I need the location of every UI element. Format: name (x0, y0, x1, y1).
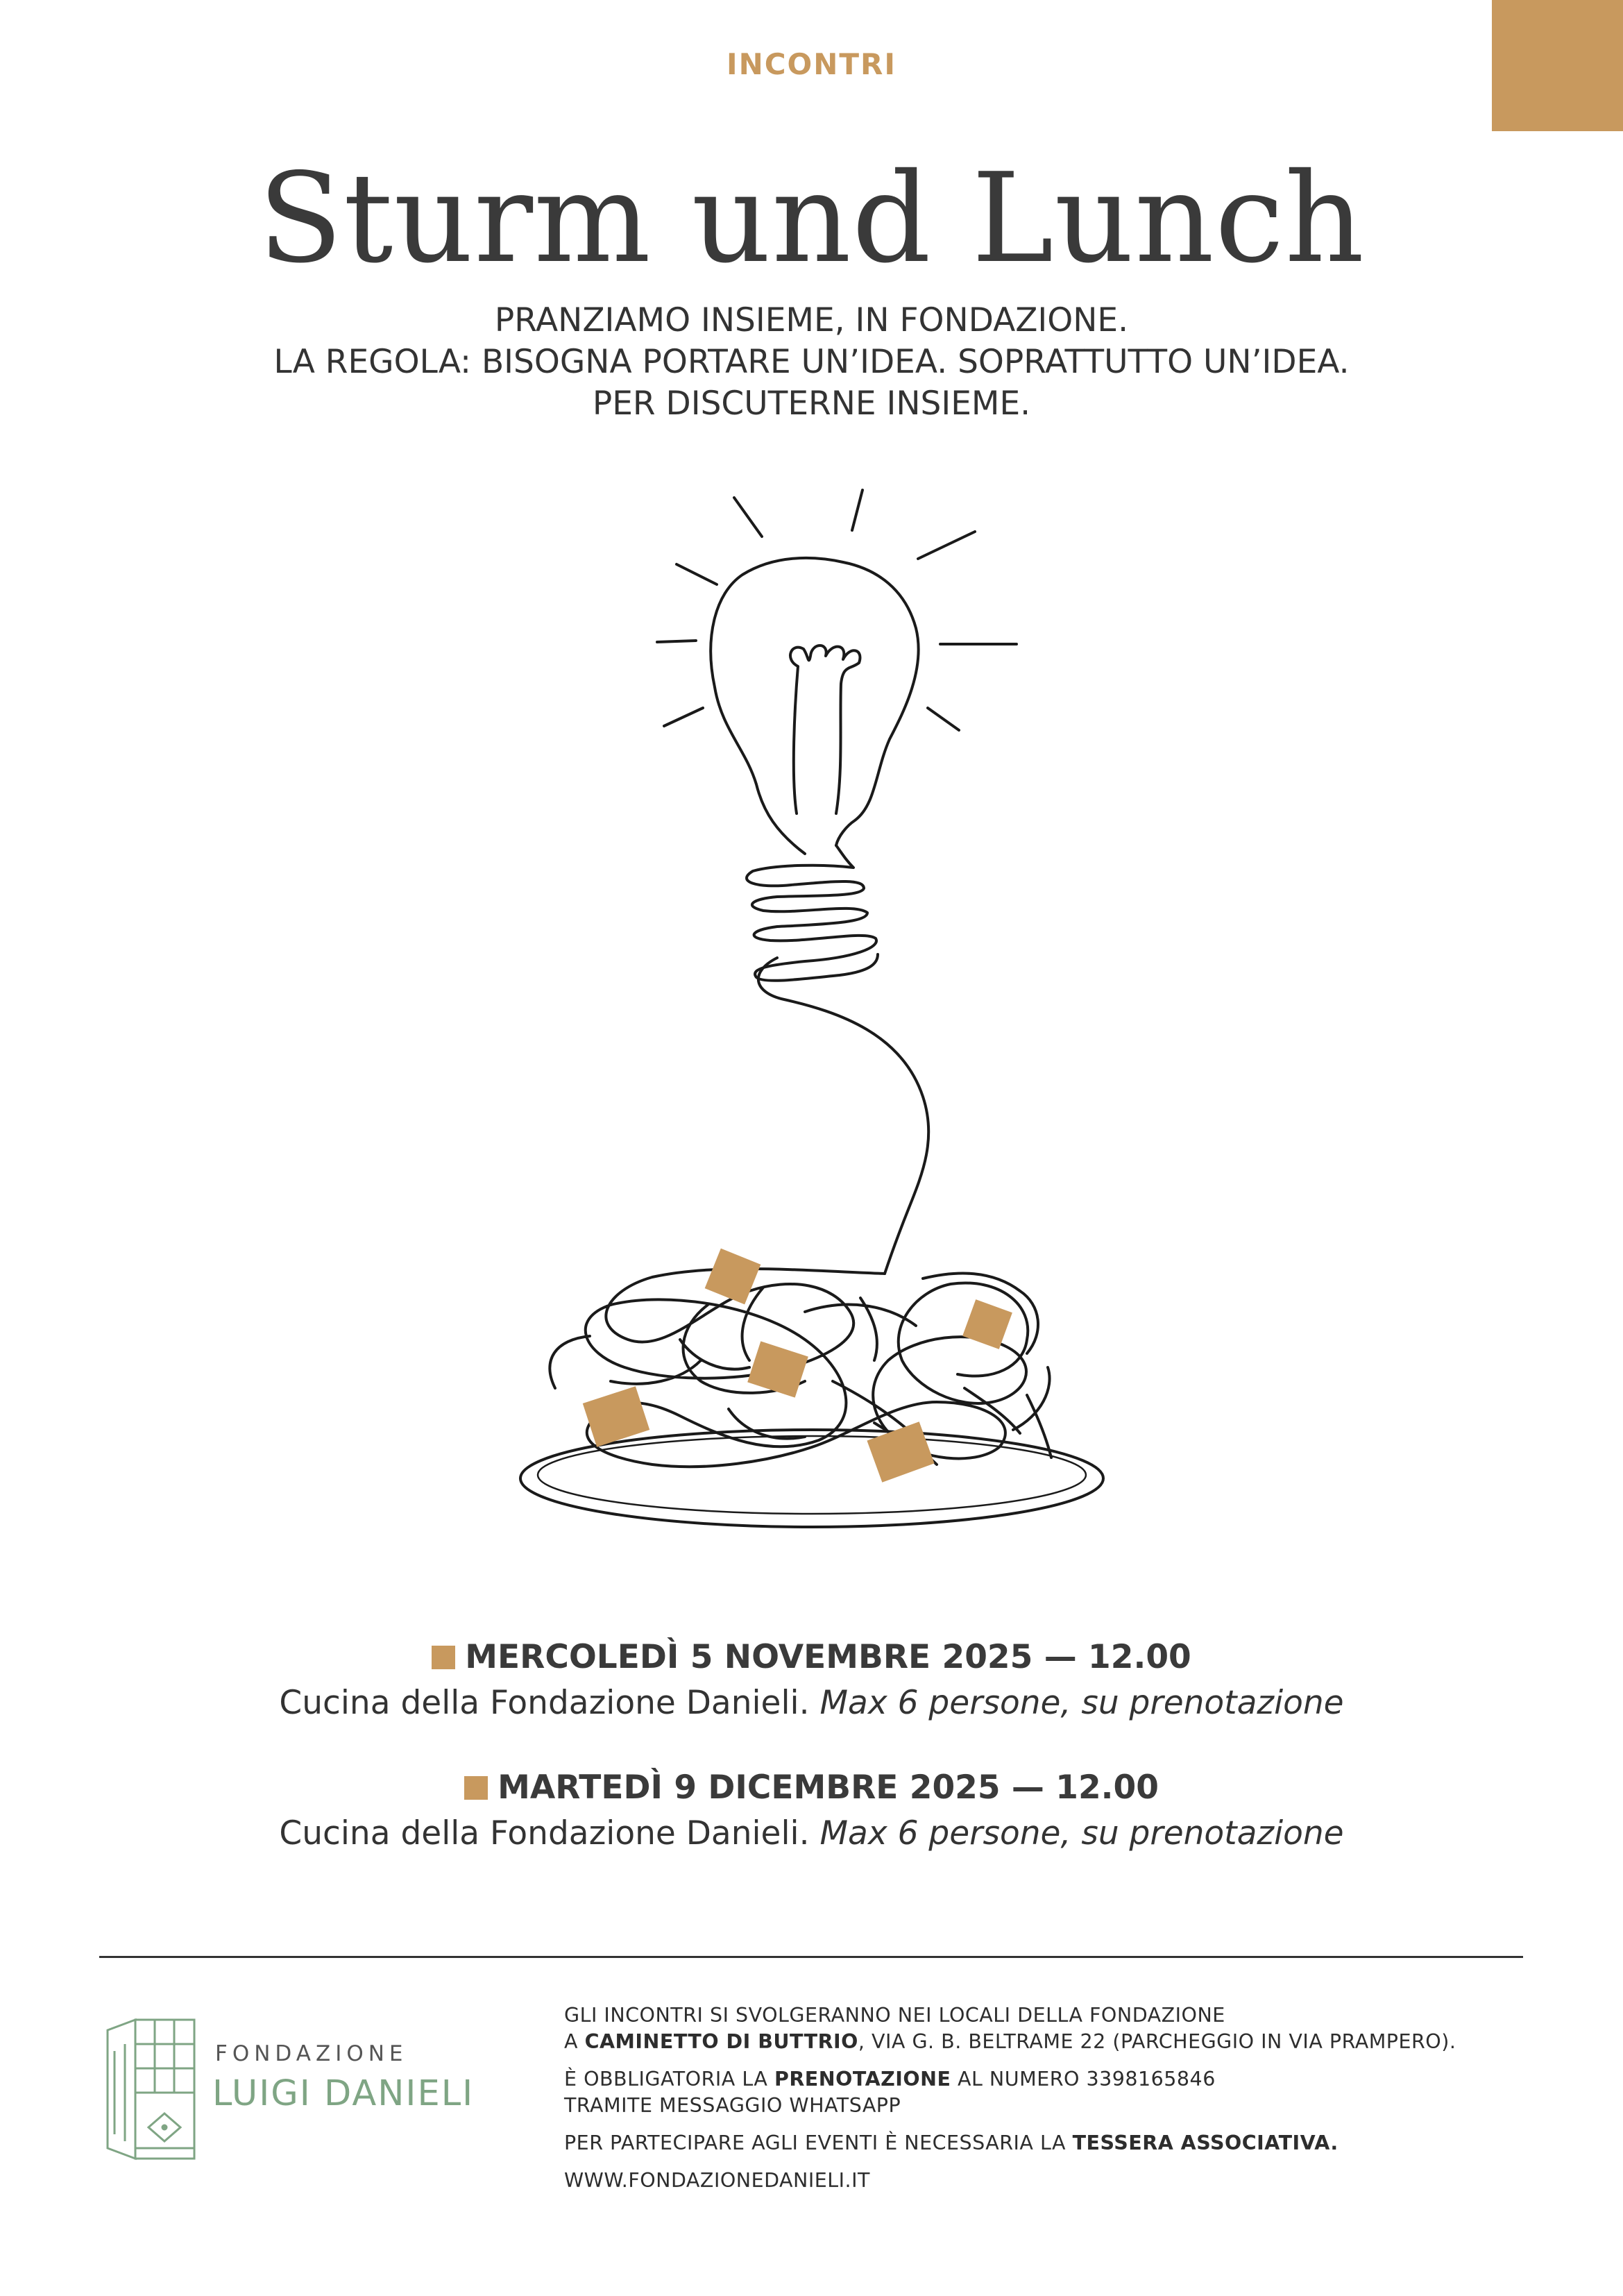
subtitle-line: PRANZIAMO INSIEME, IN FONDAZIONE. (494, 301, 1129, 339)
booking-keyword: PRENOTAZIONE (774, 2068, 951, 2091)
logo-text-line1: FONDAZIONE (215, 2041, 408, 2066)
page-title: Sturm und Lunch (257, 146, 1366, 290)
website-link[interactable]: WWW.FONDAZIONEDANIELI.IT (564, 2169, 870, 2192)
booking-number: AL NUMERO 3398165846 (951, 2068, 1216, 2091)
footer-divider (99, 1956, 1523, 1958)
venue-line1: GLI INCONTRI SI SVOLGERANNO NEI LOCALI DELLA FONDAZIONE (564, 2004, 1225, 2027)
membership-info (564, 2130, 1536, 2156)
plate (520, 1430, 1103, 1527)
filament (790, 645, 860, 813)
venue-name: CAMINETTO DI BUTTRIO (584, 2030, 858, 2053)
foundation-logo (104, 2016, 493, 2162)
event-item (0, 1635, 1623, 1726)
event-note: Max 6 persone, su prenotazione (819, 1814, 1344, 1852)
booking-info (564, 2066, 1536, 2119)
food-piece (747, 1341, 808, 1397)
subtitle-line: LA REGOLA: BISOGNA PORTARE UN’IDEA. SOPRATTUTTO UN’IDEA. (273, 343, 1350, 381)
event-note: Max 6 persone, su prenotazione (819, 1684, 1344, 1722)
booking-method: TRAMITE MESSAGGIO WHATSAPP (564, 2094, 901, 2117)
bulb-outline (711, 558, 918, 854)
cord (758, 958, 928, 1274)
food-piece (962, 1299, 1012, 1349)
bulb-base-coil (747, 845, 878, 981)
category-kicker: INCONTRI (726, 47, 897, 81)
venue-line2-prefix: A (564, 2030, 585, 2053)
event-item (0, 1765, 1623, 1857)
membership-keyword: TESSERA ASSOCIATIVA. (1072, 2132, 1339, 2154)
event-place-row (0, 1811, 1623, 1857)
event-date-row (0, 1765, 1623, 1811)
subtitle-line: PER DISCUTERNE INSIEME. (592, 385, 1031, 423)
event-date: MERCOLEDÌ 5 NOVEMBRE 2025 — 12.00 (465, 1638, 1191, 1676)
event-place: Cucina della Fondazione Danieli. (279, 1684, 810, 1722)
event-place-row (0, 1680, 1623, 1726)
door-window-logo-icon (104, 2016, 208, 2162)
event-date: MARTEDÌ 9 DICEMBRE 2025 — 12.00 (498, 1769, 1159, 1807)
info-block (564, 2002, 1536, 2205)
logo-text-line2: LUIGI DANIELI (212, 2073, 475, 2114)
booking-prefix: È OBBLIGATORIA LA (564, 2068, 774, 2091)
events-list (0, 1635, 1623, 1896)
event-date-row (0, 1635, 1623, 1680)
food-piece (705, 1249, 761, 1305)
venue-info (564, 2002, 1536, 2055)
membership-prefix: PER PARTECIPARE AGLI EVENTI È NECESSARIA LA (564, 2132, 1073, 2154)
square-bullet-icon (432, 1646, 455, 1669)
venue-address: , VIA G. B. BELTRAME 22 (PARCHEGGIO IN VIA PRAMPERO). (858, 2030, 1456, 2053)
light-rays (657, 490, 1017, 730)
event-place: Cucina della Fondazione Danieli. (279, 1814, 810, 1852)
square-bullet-icon (464, 1776, 488, 1800)
